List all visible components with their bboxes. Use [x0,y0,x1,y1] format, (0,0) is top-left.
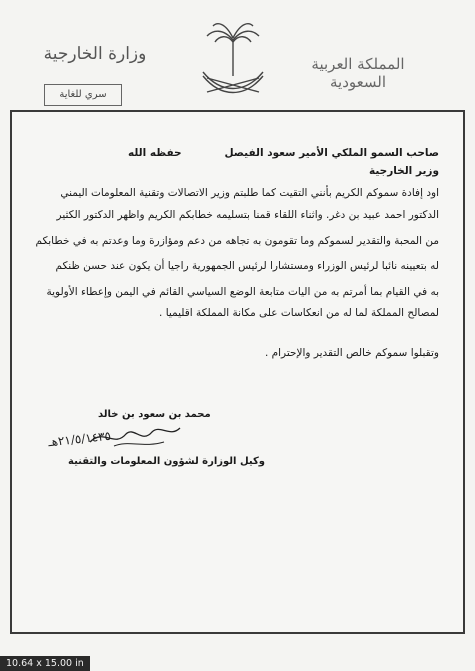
handwritten-date: ٢١/٥/١٤٣٥هـ [47,428,112,450]
signer-title: وكيل الوزارة لشؤون المعلومات والتقنية [68,456,265,467]
body-line: به في القيام بما أمرتم به من اليات متابعة الوضع السياسي القائم في اليمن وإعطاء الأولوية [46,286,439,298]
signer-name: محمد بن سعود بن خالد [98,409,211,420]
body-line: من المحبة والتقدير لسموكم وما تقومون به تجاهه من دعم ومؤازرة وما وعدتم به في خطابكم [35,235,439,247]
ministry-logo-text: وزارة الخارجية [43,44,147,64]
classification-stamp: سري للغاية [44,84,122,106]
body-line: اود إفادة سموكم الكريم بأنني التقيت كما طلبتم وزير الاتصالات وتقنية المعلومات اليمني [60,187,439,199]
salutation-blessing: حفظه الله [128,147,182,159]
salutation-recipient: صاحب السمو الملكي الأمير سعود الفيصل [224,147,439,159]
body-line: الدكتور احمد عبيد بن دغر. واثناء اللقاء قمنا بتسليمه خطابكم الكريم واظهر الدكتور الكثير [56,209,439,221]
body-line: له بتعيينه نائبا لرئيس الوزراء ومستشارا لرئيس الجمهورية راجيا أن يكون عند حسن ظنكم [55,260,439,272]
closing-line: وتقبلوا سموكم خالص التقدير والإحترام . [264,347,439,359]
recipient-title: وزير الخارجية [368,165,439,177]
kingdom-logo-text: المملكة العربية السعودية [311,55,405,91]
body-line: لمصالح المملكة لما له من انعكاسات على مكانة المملكة اقليميا . [159,307,439,319]
page-dimensions-label: 10.64 x 15.00 in [0,656,90,671]
palm-swords-emblem-icon [193,18,273,102]
